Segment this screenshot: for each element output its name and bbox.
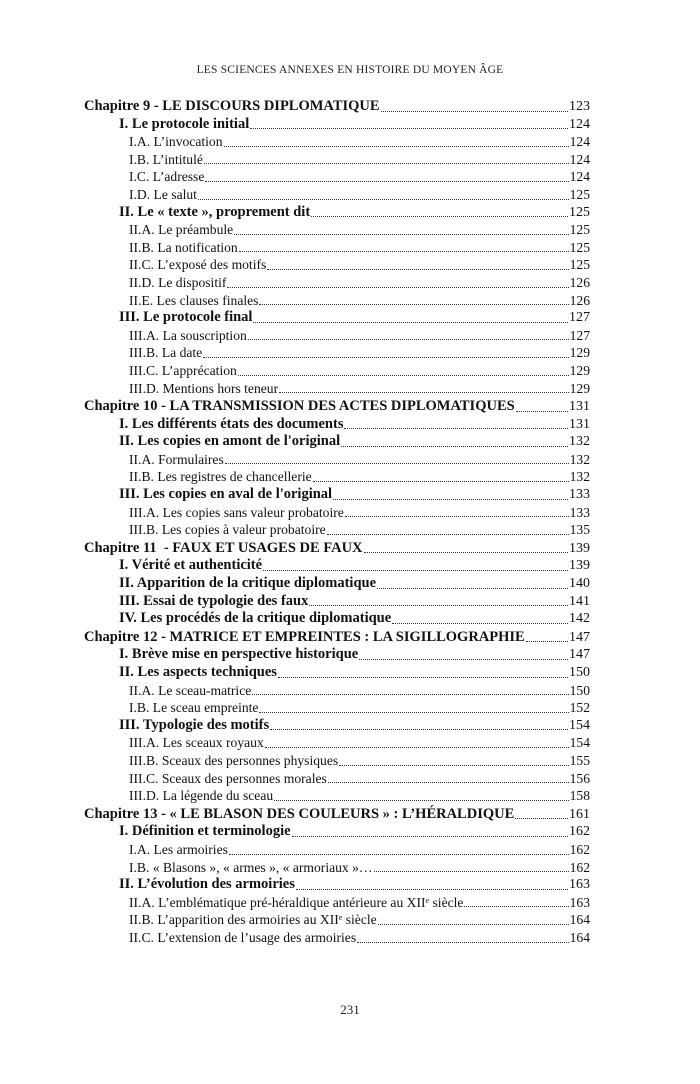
- toc-page-number: 150: [569, 682, 590, 698]
- entry-text: I. Brève mise en perspective historique: [119, 646, 359, 663]
- toc-subsection[interactable]: [84, 468, 590, 486]
- toc-entry-title: [84, 540, 363, 558]
- dot-leader: [392, 622, 568, 624]
- toc-entry-title: [129, 274, 226, 292]
- entry-text: II.C. L’extension de l’usage des armoiries: [129, 929, 357, 945]
- dot-leader: [270, 728, 568, 730]
- toc-section[interactable]: [84, 664, 590, 682]
- toc-page-number: 163: [569, 877, 590, 893]
- toc-section[interactable]: [84, 610, 590, 628]
- toc-section[interactable]: [84, 309, 590, 327]
- toc-entry-title: [129, 929, 356, 947]
- toc-page-number: 162: [569, 859, 590, 875]
- toc-chapter[interactable]: [84, 629, 590, 647]
- toc-section[interactable]: [84, 575, 590, 593]
- toc-entry-title: [129, 168, 204, 186]
- toc-entry-title: [119, 116, 249, 134]
- toc-entry-title: [119, 433, 340, 451]
- toc-page-number: 132: [569, 434, 590, 450]
- toc-entry-title: [119, 664, 277, 682]
- entry-text: II.A. Le sceau-matrice: [129, 682, 252, 698]
- toc-section[interactable]: [84, 486, 590, 504]
- dot-leader: [357, 941, 568, 943]
- toc-entry-title: [129, 734, 264, 752]
- toc-entry-title: [119, 575, 376, 593]
- entry-text: II.A. L’emblématique pré-héraldique antérieure au XII: [129, 894, 426, 910]
- toc-page-number: 133: [569, 504, 590, 520]
- dot-leader: [378, 923, 569, 925]
- toc-page-number: 139: [569, 540, 590, 556]
- toc-subsection[interactable]: [84, 859, 590, 877]
- entry-text: II.A. Formulaires: [129, 451, 224, 467]
- toc-entry-title: [129, 911, 377, 929]
- toc-chapter[interactable]: [84, 398, 590, 416]
- chapter-separator: -: [150, 98, 163, 114]
- dot-leader: [313, 480, 569, 482]
- dot-leader: [252, 693, 568, 695]
- entry-text: II.B. L’apparition des armoiries au XII: [129, 912, 339, 928]
- dot-leader: [203, 356, 568, 358]
- toc-chapter[interactable]: [84, 98, 590, 116]
- toc-section[interactable]: [84, 557, 590, 575]
- toc-section[interactable]: [84, 717, 590, 735]
- entry-text: II. Les copies en amont de l'original: [119, 433, 341, 450]
- toc-page-number: 156: [569, 770, 590, 786]
- chapter-title: LE DISCOURS DIPLOMATIQUE: [162, 98, 380, 114]
- dot-leader: [345, 515, 569, 517]
- entry-text: II.C. L’exposé des motifs: [129, 257, 267, 273]
- toc-page-number: 131: [569, 416, 590, 432]
- toc-entry-title: [129, 787, 273, 805]
- toc-page-number: 140: [569, 576, 590, 592]
- entry-text: I.A. L’invocation: [129, 134, 223, 150]
- entry-text: III.B. Sceaux des personnes physiques: [129, 752, 339, 768]
- toc-page-number: 126: [569, 292, 590, 308]
- toc-subsection[interactable]: [84, 894, 590, 912]
- dot-leader: [248, 338, 569, 340]
- toc-page-number: 129: [569, 345, 590, 361]
- dot-leader: [263, 569, 568, 571]
- toc-entry-title: [129, 221, 233, 239]
- superscript: e: [425, 895, 430, 905]
- toc-page-number: 147: [569, 629, 590, 645]
- toc-page-number: 132: [569, 469, 590, 485]
- dot-leader: [515, 817, 568, 819]
- entry-text: III. Les copies en aval de l'original: [119, 486, 333, 503]
- toc-page-number: 155: [569, 752, 590, 768]
- chapter-number: Chapitre 9: [84, 98, 151, 114]
- dot-leader: [204, 162, 569, 164]
- entry-text: III. Essai de typologie des faux: [119, 592, 309, 609]
- toc-page-number: 126: [569, 274, 590, 290]
- toc-section[interactable]: [84, 204, 590, 222]
- entry-text: II.E. Les clauses finales: [129, 292, 259, 308]
- toc-entry-title: [129, 256, 266, 274]
- dot-leader: [333, 498, 568, 500]
- toc-entry-title: [129, 133, 223, 151]
- dot-leader: [225, 462, 569, 464]
- toc-entry-title: [129, 239, 238, 257]
- toc-page-number: 125: [569, 222, 590, 238]
- toc-page-number: 125: [569, 239, 590, 255]
- toc-entry-title: [119, 204, 310, 222]
- dot-leader: [227, 286, 568, 288]
- entry-text: III.B. La date: [129, 345, 203, 361]
- entry-text: III.D. La légende du sceau: [129, 788, 274, 804]
- toc-entry-title: [129, 362, 237, 380]
- toc-entry-title: [84, 806, 514, 824]
- dot-leader: [526, 640, 568, 642]
- entry-text: II. Les aspects techniques: [119, 664, 277, 680]
- dot-leader: [327, 533, 569, 535]
- dot-leader: [224, 145, 569, 147]
- toc-page-number: 132: [569, 451, 590, 467]
- toc-entry-title: [119, 486, 332, 504]
- toc-subsection[interactable]: [84, 841, 590, 859]
- dot-leader: [250, 127, 568, 129]
- entry-text-suffix: siècle: [429, 894, 464, 910]
- toc-page-number: 164: [569, 929, 590, 945]
- entry-text: III. Le protocole final: [119, 309, 253, 326]
- entry-text: I.B. Le sceau empreinte: [129, 700, 259, 716]
- toc-section[interactable]: [84, 646, 590, 664]
- entry-text: I. Le protocole initial: [119, 115, 250, 132]
- dot-leader: [296, 888, 568, 890]
- entry-text: I.A. Les armoiries: [129, 841, 228, 857]
- toc-entry-title: [84, 398, 515, 416]
- toc-page-number: 142: [569, 611, 590, 627]
- toc-entry-title: [129, 468, 312, 486]
- entry-text: III.C. L’apprécation: [129, 362, 237, 378]
- entry-text: III.A. Les copies sans valeur probatoire: [129, 504, 344, 520]
- toc-page-number: 150: [569, 665, 590, 680]
- toc-page-number: 163: [569, 894, 590, 910]
- dot-leader: [292, 835, 568, 837]
- toc-page-number: 161: [569, 806, 590, 822]
- toc-subsection[interactable]: [84, 133, 590, 151]
- toc-page-number: 131: [569, 399, 590, 415]
- toc-entry-title: [129, 186, 197, 204]
- entry-text: II.B. Les registres de chancellerie: [129, 469, 312, 485]
- dot-leader: [279, 391, 568, 393]
- toc-entry-title: [129, 292, 258, 310]
- entry-text: III.D. Mentions hors teneur: [129, 380, 279, 396]
- entry-text: II. Apparition de la critique diplomatique: [119, 575, 377, 592]
- toc-section[interactable]: [84, 593, 590, 611]
- toc-entry-title: [129, 380, 278, 398]
- chapter-separator: -: [157, 805, 170, 822]
- toc-entry-title: [129, 504, 344, 522]
- toc-page-number: 124: [569, 116, 590, 132]
- toc-page-number: 162: [569, 841, 590, 857]
- entry-text: III.A. Les sceaux royaux: [129, 735, 264, 751]
- toc-page-number: 127: [569, 327, 590, 343]
- toc-subsection[interactable]: [84, 752, 590, 770]
- toc-page-number: 154: [569, 717, 590, 733]
- toc-entry-title: [129, 859, 373, 877]
- dot-leader: [274, 799, 568, 801]
- chapter-number: Chapitre 12: [84, 628, 158, 645]
- dot-leader: [229, 853, 569, 855]
- toc-subsection[interactable]: [84, 699, 590, 717]
- dot-leader: [339, 764, 568, 766]
- dot-leader: [377, 587, 568, 589]
- toc-entry-title: [129, 344, 202, 362]
- entry-text: III. Typologie des motifs: [119, 716, 270, 733]
- dot-leader: [341, 445, 568, 447]
- entry-text-suffix: siècle: [342, 912, 377, 928]
- dot-leader: [265, 746, 569, 748]
- toc-subsection[interactable]: [84, 521, 590, 539]
- toc-entry-title: [129, 770, 327, 788]
- toc-entry-title: [119, 309, 252, 327]
- chapter-separator: -: [156, 539, 173, 556]
- chapter-title: LA TRANSMISSION DES ACTES DIPLOMATIQUES: [169, 398, 515, 415]
- entry-text: II.B. La notification: [129, 239, 238, 255]
- toc-entry-title: [119, 717, 269, 735]
- dot-leader: [311, 215, 568, 217]
- dot-leader: [516, 410, 568, 412]
- toc-entry-title: [119, 823, 291, 841]
- chapter-title: « LE BLASON DES COULEURS » : L’HÉRALDIQUE: [169, 805, 515, 822]
- toc-entry-title: [119, 593, 308, 611]
- dot-leader: [238, 374, 569, 376]
- toc-entry-title: [129, 327, 247, 345]
- toc-entry-title: [119, 557, 262, 575]
- toc-subsection[interactable]: [84, 929, 590, 947]
- toc-page-number: 135: [569, 522, 590, 538]
- page-number: 231: [340, 1002, 360, 1017]
- chapter-title: FAUX ET USAGES DE FAUX: [172, 539, 363, 556]
- toc-page-number: 123: [569, 99, 590, 114]
- toc-section[interactable]: [84, 823, 590, 841]
- toc-entry-title: [129, 841, 228, 859]
- dot-leader: [464, 905, 568, 907]
- toc-entry-title: [129, 151, 203, 169]
- dot-leader: [239, 250, 569, 252]
- dot-leader: [381, 110, 568, 112]
- toc-page-number: 125: [569, 257, 590, 273]
- toc-subsection[interactable]: [84, 787, 590, 805]
- toc-subsection[interactable]: [84, 911, 590, 929]
- toc-page-number: 125: [569, 204, 590, 220]
- toc-entry-title: [129, 521, 326, 539]
- toc-section[interactable]: [84, 416, 590, 434]
- toc-subsection[interactable]: [84, 362, 590, 380]
- dot-leader: [278, 676, 568, 678]
- toc-subsection[interactable]: [84, 327, 590, 345]
- toc-page-number: 124: [569, 134, 590, 150]
- toc-section[interactable]: [84, 116, 590, 134]
- toc-subsection[interactable]: [84, 380, 590, 398]
- toc-subsection[interactable]: [84, 151, 590, 169]
- toc-subsection[interactable]: [84, 221, 590, 239]
- toc-entry-title: [129, 894, 463, 912]
- dot-leader: [344, 427, 568, 429]
- chapter-number: Chapitre 10: [84, 398, 158, 415]
- dot-leader: [359, 658, 568, 660]
- toc-subsection[interactable]: [84, 186, 590, 204]
- entry-text: III.C. Sceaux des personnes morales: [129, 770, 327, 786]
- chapter-title: MATRICE ET EMPREINTES : LA SIGILLOGRAPHIE: [169, 628, 525, 645]
- toc-subsection[interactable]: [84, 734, 590, 752]
- entry-text: I. Les différents états des documents: [119, 415, 344, 432]
- entry-text: I.B. L’intitulé: [129, 151, 203, 167]
- dot-leader: [234, 233, 568, 235]
- toc-page-number: 139: [569, 558, 590, 574]
- entry-text: I. Vérité et authenticité: [119, 557, 263, 574]
- toc-subsection[interactable]: [84, 344, 590, 362]
- toc-section[interactable]: [84, 876, 590, 894]
- toc-entry-title: [129, 752, 338, 770]
- dot-leader: [253, 321, 568, 323]
- toc-page-number: 124: [569, 151, 590, 167]
- toc-entry-title: [119, 610, 391, 628]
- toc-entry-title: [84, 98, 380, 116]
- toc-page-number: 154: [569, 735, 590, 751]
- entry-text: II.A. Le préambule: [129, 222, 234, 238]
- toc-page-number: 133: [569, 487, 590, 503]
- superscript: e: [338, 913, 343, 923]
- toc-page-number: 162: [569, 824, 590, 840]
- toc-chapter[interactable]: [84, 540, 590, 558]
- toc-chapter[interactable]: [84, 806, 590, 824]
- toc-entry-title: [119, 646, 358, 664]
- toc-entry-title: [129, 682, 251, 700]
- dot-leader: [198, 198, 569, 200]
- toc-page-number: 152: [569, 700, 590, 716]
- toc-entry-title: [119, 416, 343, 434]
- toc-page-number: 129: [569, 380, 590, 396]
- entry-text: II.D. Le dispositif: [129, 274, 227, 290]
- toc-entry-title: [129, 451, 224, 469]
- toc-page-number: 147: [569, 647, 590, 663]
- table-of-contents: [84, 97, 590, 947]
- toc-page-number: 158: [569, 788, 590, 804]
- toc-page-number: 164: [569, 912, 590, 928]
- toc-subsection[interactable]: [84, 682, 590, 700]
- entry-text: III.A. La souscription: [129, 327, 247, 343]
- toc-entry-title: [119, 876, 295, 894]
- entry-text: I.C. L’adresse: [129, 169, 205, 185]
- toc-page-number: 124: [569, 169, 590, 185]
- toc-entry-title: [84, 629, 525, 647]
- entry-text: I.D. Le salut: [129, 186, 197, 202]
- dot-leader: [259, 711, 568, 713]
- entry-text: I. Définition et terminologie: [119, 823, 291, 840]
- dot-leader: [328, 781, 569, 783]
- toc-page-number: 127: [569, 310, 590, 326]
- toc-page-number: 141: [569, 593, 590, 609]
- chapter-separator: -: [157, 398, 170, 415]
- dot-leader: [309, 604, 568, 606]
- chapter-separator: -: [157, 628, 170, 645]
- entry-text: III.B. Les copies à valeur probatoire: [129, 522, 326, 538]
- toc-entry-title: [129, 699, 258, 717]
- toc-page-number: 125: [569, 186, 590, 202]
- dot-leader: [259, 303, 568, 305]
- entry-text: I.B. « Blasons », « armes », « armoriaux »…: [129, 859, 373, 875]
- entry-text: II. L’évolution des armoiries: [119, 876, 295, 893]
- toc-section[interactable]: [84, 433, 590, 451]
- toc-subsection[interactable]: [84, 292, 590, 310]
- toc-subsection[interactable]: [84, 770, 590, 788]
- chapter-number: Chapitre 11: [84, 539, 157, 556]
- chapter-number: Chapitre 13: [84, 805, 158, 822]
- toc-page-number: 129: [569, 362, 590, 378]
- toc-subsection[interactable]: [84, 168, 590, 186]
- toc-subsection[interactable]: [84, 274, 590, 292]
- dot-leader: [364, 551, 568, 553]
- toc-subsection[interactable]: [84, 504, 590, 522]
- dot-leader: [267, 268, 568, 270]
- toc-subsection[interactable]: [84, 451, 590, 469]
- entry-text: II. Le « texte », proprement dit: [119, 203, 311, 220]
- entry-text: IV. Les procédés de la critique diplomatique: [119, 610, 392, 627]
- dot-leader: [205, 180, 568, 182]
- dot-leader: [374, 870, 569, 872]
- toc-subsection[interactable]: [84, 239, 590, 257]
- toc-subsection[interactable]: [84, 256, 590, 274]
- running-head: LES SCIENCES ANNEXES EN HISTOIRE DU MOYEN ÂGE: [196, 64, 504, 76]
